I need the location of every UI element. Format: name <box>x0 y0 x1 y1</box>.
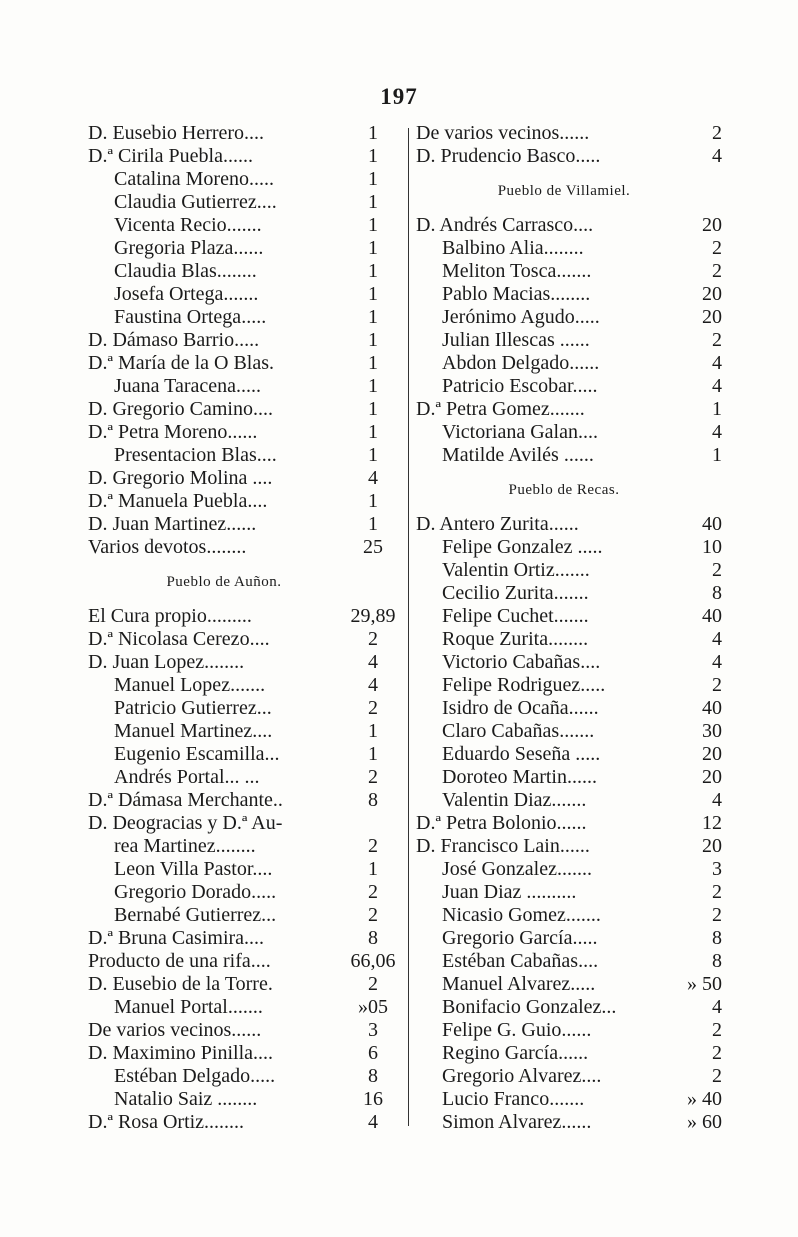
donation-amount: 2 <box>712 1042 722 1064</box>
donor-name: D. Andrés Carrasco.... <box>416 214 594 236</box>
donation-amount: 8 <box>712 927 722 949</box>
donor-name: Manuel Alvarez..... <box>442 973 596 995</box>
donor-name: Claudia Blas........ <box>114 260 257 282</box>
donation-amount: 2 <box>712 1065 722 1087</box>
donation-amount: 12 <box>702 812 722 834</box>
donor-name: Isidro de Ocaña...... <box>442 697 599 719</box>
list-item <box>416 214 722 237</box>
donation-amount: 2 <box>368 881 378 903</box>
donation-amount: 10 <box>702 536 722 558</box>
list-item <box>88 168 400 191</box>
donor-name: Felipe Cuchet....... <box>442 605 589 627</box>
donor-name: Eugenio Escamilla... <box>114 743 280 765</box>
donor-name: Gregorio García..... <box>442 927 598 949</box>
donor-name: Matilde Avilés ...... <box>442 444 594 466</box>
donor-name: D. Juan Martinez...... <box>88 513 257 535</box>
list-item <box>88 835 400 858</box>
donation-amount: 1 <box>368 122 378 144</box>
donor-name: Claudia Gutierrez.... <box>114 191 277 213</box>
donation-amount: 1 <box>368 720 378 742</box>
list-item <box>88 467 400 490</box>
donation-amount: 2 <box>712 559 722 581</box>
list-item <box>88 1042 400 1065</box>
donor-name: Manuel Portal....... <box>114 996 263 1018</box>
list-item <box>88 375 400 398</box>
donor-name: D.ª Cirila Puebla...... <box>88 145 253 167</box>
donor-name: D.ª Manuela Puebla.... <box>88 490 268 512</box>
donor-name: Natalio Saiz ........ <box>114 1088 258 1110</box>
list-item <box>88 283 400 306</box>
list-item <box>88 605 400 628</box>
list-item <box>416 582 722 605</box>
donation-amount: 30 <box>702 720 722 742</box>
donor-name: Estéban Delgado..... <box>114 1065 276 1087</box>
list-item <box>88 881 400 904</box>
list-item <box>88 651 400 674</box>
donor-name: D. Eusebio de la Torre. <box>88 973 273 995</box>
donor-name: D. Francisco Lain...... <box>416 835 590 857</box>
donation-amount: 16 <box>363 1088 383 1110</box>
list-item <box>88 858 400 881</box>
list-item <box>416 352 722 375</box>
donor-name: Gregorio Dorado..... <box>114 881 277 903</box>
donor-name: D. Prudencio Basco..... <box>416 145 601 167</box>
donation-amount: 8 <box>368 789 378 811</box>
donor-name: Victoriana Galan.... <box>442 421 598 443</box>
list-item <box>416 1019 722 1042</box>
donor-name: Nicasio Gomez....... <box>442 904 601 926</box>
donation-amount: 1 <box>368 168 378 190</box>
donation-amount: 1 <box>368 375 378 397</box>
donation-amount: 1 <box>368 858 378 880</box>
donor-name: D.ª María de la O Blas. <box>88 352 275 374</box>
donation-amount: 1 <box>368 490 378 512</box>
donation-amount: 1 <box>368 260 378 282</box>
donor-name: José Gonzalez....... <box>442 858 592 880</box>
list-item <box>416 306 722 329</box>
donation-amount: 2 <box>368 835 378 857</box>
donor-name: Presentacion Blas.... <box>114 444 277 466</box>
donor-name: D.ª Rosa Ortiz........ <box>88 1111 245 1133</box>
donor-name: Varios devotos........ <box>88 536 247 558</box>
list-item <box>88 720 400 743</box>
donor-name: Felipe Rodriguez..... <box>442 674 606 696</box>
list-item <box>416 1111 722 1134</box>
list-item <box>416 720 722 743</box>
list-item <box>416 145 722 168</box>
donation-amount: 1 <box>368 145 378 167</box>
list-item <box>88 1088 400 1111</box>
donation-amount: 1 <box>368 513 378 535</box>
donation-amount: 8 <box>368 927 378 949</box>
donation-amount: 2 <box>712 1019 722 1041</box>
list-item <box>88 122 400 145</box>
donation-amount: 2 <box>712 260 722 282</box>
donation-amount: 4 <box>712 651 722 673</box>
donation-amount: 1 <box>712 398 722 420</box>
list-item <box>88 1111 400 1134</box>
donor-name: Felipe G. Guio...... <box>442 1019 592 1041</box>
donor-name: D.ª Petra Bolonio...... <box>416 812 587 834</box>
list-item <box>88 329 400 352</box>
list-item <box>88 766 400 789</box>
donor-name: Juan Diaz .......... <box>442 881 577 903</box>
donation-amount: 20 <box>702 306 722 328</box>
list-item <box>416 605 722 628</box>
donor-name: D. Gregorio Camino.... <box>88 398 273 420</box>
donor-name: Cecilio Zurita....... <box>442 582 589 604</box>
list-item <box>88 352 400 375</box>
donor-name: Simon Alvarez...... <box>442 1111 592 1133</box>
donation-amount: 4 <box>712 996 722 1018</box>
donation-amount: 2 <box>368 766 378 788</box>
donor-name: Andrés Portal... ... <box>114 766 260 788</box>
donation-amount: 1 <box>368 352 378 374</box>
donor-name: Valentin Diaz....... <box>442 789 587 811</box>
list-item <box>88 743 400 766</box>
donation-amount: 8 <box>368 1065 378 1087</box>
list-item <box>416 260 722 283</box>
donation-amount: 4 <box>368 674 378 696</box>
donor-name: D.ª Dámasa Merchante.. <box>88 789 283 811</box>
donor-name: Gregorio Alvarez.... <box>442 1065 602 1087</box>
donor-name: Jerónimo Agudo..... <box>442 306 600 328</box>
donor-name: Vicenta Recio....... <box>114 214 262 236</box>
donation-amount: 20 <box>702 835 722 857</box>
list-item <box>416 283 722 306</box>
list-item <box>416 1065 722 1088</box>
donor-name: Meliton Tosca....... <box>442 260 592 282</box>
list-item <box>416 559 722 582</box>
donor-name: D.ª Nicolasa Cerezo.... <box>88 628 270 650</box>
left-column <box>88 122 400 1134</box>
donation-amount: 2 <box>712 329 722 351</box>
donation-amount: 2 <box>712 237 722 259</box>
donor-name: Manuel Lopez....... <box>114 674 266 696</box>
list-item <box>88 1019 400 1042</box>
donor-name: D.ª Petra Moreno...... <box>88 421 258 443</box>
donation-amount: 4 <box>368 467 378 489</box>
list-item <box>416 904 722 927</box>
donation-amount: 6 <box>368 1042 378 1064</box>
column-divider <box>408 128 409 1126</box>
donor-name: Eduardo Seseña ..... <box>442 743 601 765</box>
list-item <box>416 743 722 766</box>
donor-name: Catalina Moreno..... <box>114 168 274 190</box>
donor-name: El Cura propio......... <box>88 605 252 627</box>
donation-amount: 40 <box>702 697 722 719</box>
donor-name: D. Gregorio Molina .... <box>88 467 273 489</box>
donation-amount: 29,89 <box>350 605 396 627</box>
list-item <box>416 996 722 1019</box>
list-item <box>416 812 722 835</box>
donation-amount: 3 <box>368 1019 378 1041</box>
donation-amount: 2 <box>368 697 378 719</box>
donation-amount: 2 <box>712 881 722 903</box>
list-item <box>88 674 400 697</box>
donor-name: D.ª Bruna Casimira.... <box>88 927 265 949</box>
list-item <box>416 329 722 352</box>
donation-amount: » 50 <box>687 973 722 995</box>
list-item <box>88 628 400 651</box>
donation-amount: 4 <box>712 628 722 650</box>
donation-amount: 20 <box>702 283 722 305</box>
donor-name: Manuel Martinez.... <box>114 720 273 742</box>
donation-amount: 4 <box>712 145 722 167</box>
list-item <box>88 1065 400 1088</box>
list-item <box>416 237 722 260</box>
donor-name: Felipe Gonzalez ..... <box>442 536 603 558</box>
list-item <box>416 375 722 398</box>
donation-amount: 1 <box>368 743 378 765</box>
donation-amount: 40 <box>702 605 722 627</box>
donor-name: D. Deogracias y D.ª Au- <box>88 812 283 834</box>
section-heading: Pueblo de Villamiel. <box>497 183 631 199</box>
donor-name: D. Eusebio Herrero.... <box>88 122 265 144</box>
donor-name: Valentin Ortiz....... <box>442 559 590 581</box>
list-item <box>416 674 722 697</box>
donation-amount: 1 <box>368 421 378 443</box>
list-item <box>416 536 722 559</box>
donation-amount: 4 <box>712 352 722 374</box>
donation-amount: 2 <box>368 904 378 926</box>
page-number: 197 <box>380 84 418 109</box>
donation-amount: 1 <box>368 444 378 466</box>
donation-amount: 20 <box>702 214 722 236</box>
donation-amount: 4 <box>368 1111 378 1133</box>
donor-name: Josefa Ortega....... <box>114 283 259 305</box>
donor-name: Claro Cabañas....... <box>442 720 595 742</box>
donation-amount: 8 <box>712 950 722 972</box>
list-item <box>416 1088 722 1111</box>
list-item <box>88 697 400 720</box>
list-item <box>88 904 400 927</box>
donor-name: Julian Illescas ...... <box>442 329 590 351</box>
donor-name: Bonifacio Gonzalez... <box>442 996 617 1018</box>
list-item <box>88 927 400 950</box>
donor-name: De varios vecinos...... <box>416 122 590 144</box>
donor-name: D.ª Petra Gomez....... <box>416 398 585 420</box>
list-item <box>88 996 400 1019</box>
list-item <box>416 766 722 789</box>
donor-name: Gregoria Plaza...... <box>114 237 264 259</box>
donation-amount: 2 <box>368 628 378 650</box>
donor-name: Faustina Ortega..... <box>114 306 267 328</box>
donation-amount: 20 <box>702 743 722 765</box>
donor-name: Roque Zurita........ <box>442 628 589 650</box>
donation-amount: 8 <box>712 582 722 604</box>
donation-amount: 1 <box>368 329 378 351</box>
list-item <box>416 1042 722 1065</box>
donation-amount: 4 <box>368 651 378 673</box>
donor-name: Doroteo Martin...... <box>442 766 597 788</box>
donation-amount: 1 <box>368 214 378 236</box>
list-item <box>416 651 722 674</box>
donor-name: Regino García...... <box>442 1042 589 1064</box>
donation-amount: 4 <box>712 375 722 397</box>
list-item <box>88 237 400 260</box>
list-item <box>416 835 722 858</box>
donation-amount: 1 <box>712 444 722 466</box>
donation-amount: 66,06 <box>350 950 396 972</box>
donor-name: Patricio Escobar..... <box>442 375 598 397</box>
list-item <box>88 306 400 329</box>
donor-name: Balbino Alia........ <box>442 237 584 259</box>
donor-name: Abdon Delgado...... <box>442 352 600 374</box>
donation-amount: 3 <box>712 858 722 880</box>
list-item <box>88 398 400 421</box>
list-item <box>416 881 722 904</box>
list-item <box>88 950 400 973</box>
list-item <box>88 812 400 835</box>
list-item <box>88 145 400 168</box>
donor-name: D. Juan Lopez........ <box>88 651 245 673</box>
right-column <box>416 122 722 1134</box>
donor-name: D. Dámaso Barrio..... <box>88 329 260 351</box>
donor-name: Estéban Cabañas.... <box>442 950 599 972</box>
donation-amount: 1 <box>368 306 378 328</box>
list-item <box>416 927 722 950</box>
donor-name: Producto de una rifa.... <box>88 950 271 972</box>
donation-amount: » 60 <box>687 1111 722 1133</box>
donation-amount: 4 <box>712 789 722 811</box>
list-item <box>88 444 400 467</box>
donation-amount: 1 <box>368 237 378 259</box>
list-item <box>416 950 722 973</box>
list-item <box>416 789 722 812</box>
list-item <box>88 536 400 559</box>
donor-name: De varios vecinos...... <box>88 1019 262 1041</box>
list-item <box>88 490 400 513</box>
donation-amount: 4 <box>712 421 722 443</box>
list-item <box>88 421 400 444</box>
list-item <box>88 214 400 237</box>
donor-name: D. Antero Zurita...... <box>416 513 579 535</box>
donation-amount: 1 <box>368 398 378 420</box>
donation-amount: »05 <box>358 996 388 1018</box>
donation-amount: 1 <box>368 283 378 305</box>
list-item <box>88 973 400 996</box>
list-item <box>416 122 722 145</box>
donor-name: Lucio Franco....... <box>442 1088 585 1110</box>
donation-amount: 2 <box>712 122 722 144</box>
list-item <box>416 628 722 651</box>
donor-name: Patricio Gutierrez... <box>114 697 272 719</box>
donor-name: rea Martinez........ <box>114 835 256 857</box>
donor-name: Juana Taracena..... <box>114 375 262 397</box>
list-item <box>88 789 400 812</box>
donor-name: Leon Villa Pastor.... <box>114 858 273 880</box>
donation-amount: 2 <box>368 973 378 995</box>
list-item <box>88 260 400 283</box>
list-item <box>416 513 722 536</box>
donation-amount: » 40 <box>687 1088 722 1110</box>
list-item <box>88 513 400 536</box>
donation-amount: 40 <box>702 513 722 535</box>
list-item <box>88 191 400 214</box>
donor-name: Pablo Macias........ <box>442 283 591 305</box>
donor-name: Bernabé Gutierrez... <box>114 904 277 926</box>
list-item <box>416 858 722 881</box>
section-heading: Pueblo de Recas. <box>508 482 620 498</box>
list-item <box>416 444 722 467</box>
list-item <box>416 398 722 421</box>
donor-name: Victorio Cabañas.... <box>442 651 601 673</box>
list-item <box>416 697 722 720</box>
section-heading: Pueblo de Auñon. <box>166 574 282 590</box>
donor-name: D. Maximino Pinilla.... <box>88 1042 273 1064</box>
donation-amount: 2 <box>712 674 722 696</box>
donation-amount: 20 <box>702 766 722 788</box>
list-item <box>416 421 722 444</box>
donation-amount: 25 <box>363 536 383 558</box>
donation-amount: 2 <box>712 904 722 926</box>
list-item <box>416 973 722 996</box>
donation-amount: 1 <box>368 191 378 213</box>
